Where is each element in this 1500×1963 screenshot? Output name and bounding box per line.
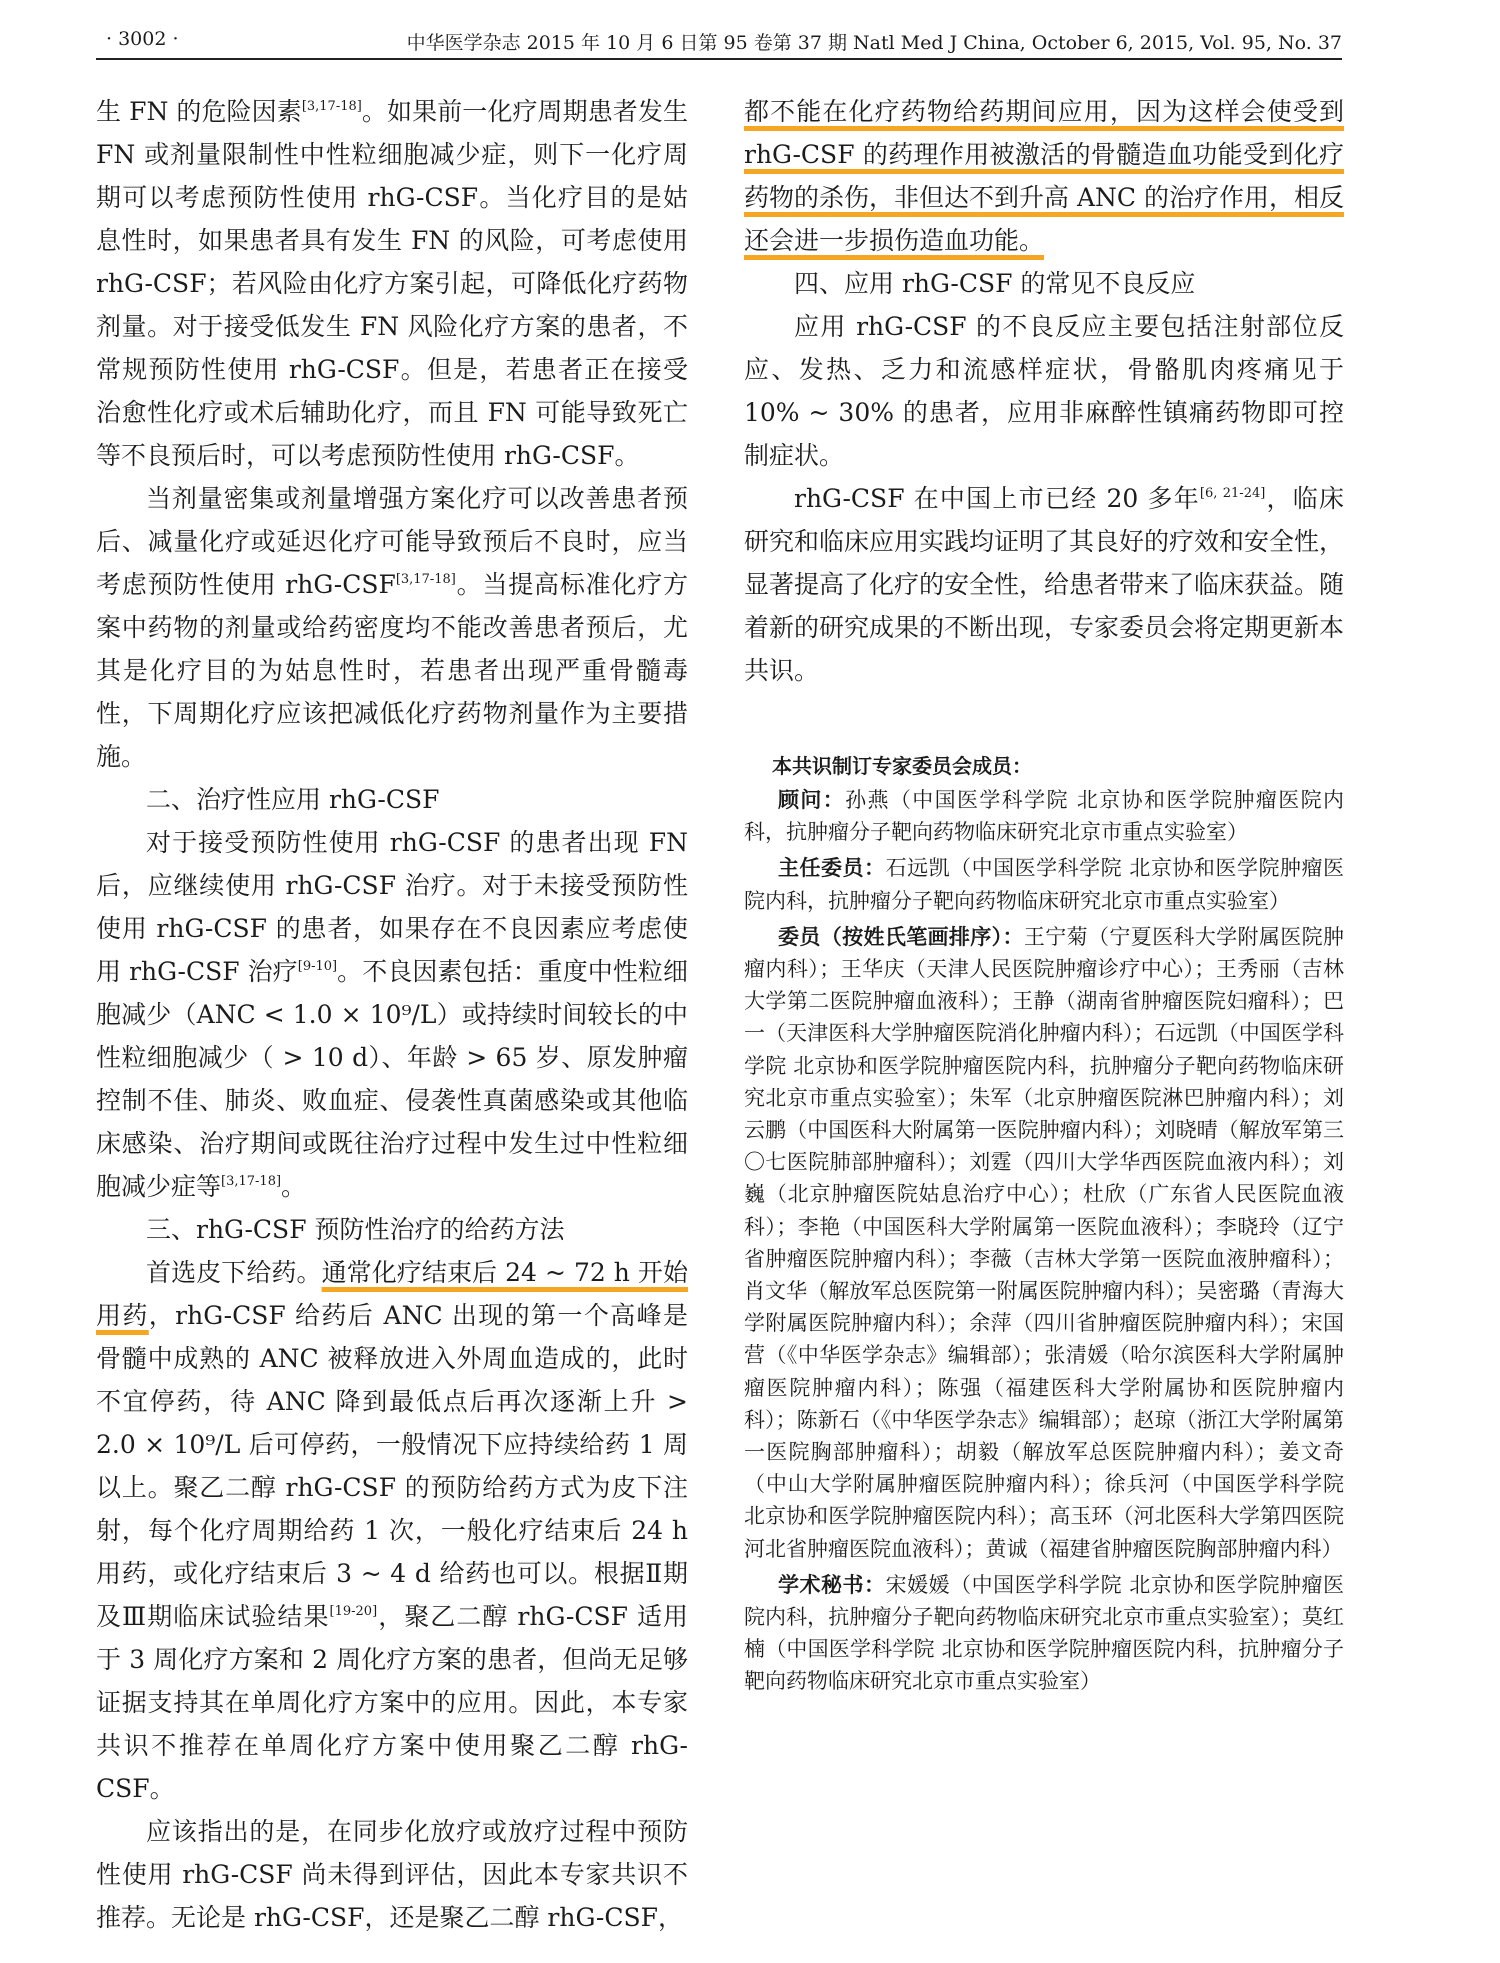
reference-mark: [3,17-18] xyxy=(221,1174,282,1189)
section-heading-administration: 三、rhG-CSF 预防性治疗的给药方法 xyxy=(146,1215,565,1244)
committee-chair: 主任委员：石远凯（中国医学科学院 北京协和医学院肿瘤医院内科，抗肿瘤分子靶向药物临床研究北京市重点实验室） xyxy=(744,856,1344,913)
paragraph-dose-dense: 当剂量密集或剂量增强方案化疗可以改善患者预后、减量化疗或延迟化疗可能导致预后不良时，应当考虑预防性使用 rhG-CSF[3,17-18]。当提高标准化疗方案中药物的剂量或给药密度均不能改善患者预后，尤其是化疗目的为姑息性时，若患者出现严重骨髓毒性，下周期化疗应该把减低化疗药物剂量作为主要措施。 xyxy=(96,484,688,771)
page-number: · 3002 · xyxy=(106,28,179,50)
section-heading-therapeutic-use: 二、治疗性应用 rhG-CSF xyxy=(146,785,440,814)
committee-members xyxy=(744,750,1344,1698)
reference-mark: [6, 21-24] xyxy=(1199,486,1266,501)
left-column xyxy=(96,90,688,1939)
paragraph-radiotherapy-note: 应该指出的是，在同步化放疗或放疗过程中预防性使用 rhG-CSF 尚未得到评估，因此本专家共识不推荐。无论是 rhG-CSF，还是聚乙二醇 rhG-CSF， xyxy=(96,1817,688,1932)
paragraph-risk-factors: 生 FN 的危险因素[3,17-18]。如果前一化疗周期患者发生 FN 或剂量限制性中性粒细胞减少症，则下一化疗周期可以考虑预防性使用 rhG-CSF。当化疗目的是姑息性时，如果患者具有发生 FN 的风险，可考虑使用 rhG-CSF；若风险由化疗方案引起，可降低化疗药物剂量。对于接受低发生 FN 风险化疗方案的患者，不常规预防性使用 rhG-CSF。但是，若患者正在接受治愈性化疗或术后辅助化疗，而且 FN 可能导致死亡等不良预后时，可以考虑预防性使用 rhG-CSF。 xyxy=(96,97,688,470)
right-column xyxy=(744,90,1344,1702)
highlighted-text-timing: 通常化疗结束后 24 ~ 72 h 开始用药 xyxy=(96,1258,688,1330)
journal-citation: 中华医学杂志 2015 年 10 月 6 日第 95 卷第 37 期 Natl Med J China, October 6, 2015, Vol. 95, No. 37 xyxy=(406,32,1342,54)
paragraph-administration: 首选皮下给药。通常化疗结束后 24 ~ 72 h 开始用药，rhG-CSF 给药后 ANC 出现的第一个高峰是骨髓中成熟的 ANC 被释放进入外周血造成的，此时不宜停药，待 ANC 降到最低点后再次逐渐上升 > 2.0 × 10⁹/L 后可停药，一般情况下应持续给药 1 周以上。聚乙二醇 rhG-CSF 的预防给药方式为皮下注射，每个化疗周期给药 1 次，一般化疗结束后 24 h 用药，或化疗结束后 3 ~ 4 d 给药也可以。根据Ⅱ期及Ⅲ期临床试验结果[19-20]，聚乙二醇 rhG-CSF 适用于 3 周化疗方案和 2 周化疗方案的患者，但尚无足够证据支持其在单周化疗方案中的应用。因此，本专家共识不推荐在单周化疗方案中使用聚乙二醇 rhG-CSF。 xyxy=(96,1258,688,1803)
section-heading-adverse-reactions: 四、应用 rhG-CSF 的常见不良反应 xyxy=(794,269,1196,298)
reference-mark: [19-20] xyxy=(329,1604,378,1619)
running-header xyxy=(96,24,1342,60)
highlighted-text-contraindication: 都不能在化疗药物给药期间应用，因为这样会使受到 rhG-CSF 的药理作用被激活的骨髓造血功能受到化疗药物的杀伤，非但达不到升高 ANC 的治疗作用，相反还会进一步损伤造血功能。 xyxy=(744,97,1344,255)
paragraph-adverse-reactions: 应用 rhG-CSF 的不良反应主要包括注射部位反应、发热、乏力和流感样症状，骨骼肌肉疼痛见于 10% ~ 30% 的患者，应用非麻醉性镇痛药物即可控制症状。 xyxy=(744,312,1344,470)
reference-mark: [3,17-18] xyxy=(395,572,456,587)
paragraph-therapeutic-use: 对于接受预防性使用 rhG-CSF 的患者出现 FN 后，应继续使用 rhG-CSF 治疗。对于未接受预防性使用 rhG-CSF 的患者，如果存在不良因素应考虑使用 rhG-CSF 治疗[9-10]。不良因素包括：重度中性粒细胞减少（ANC < 1.0 × 10⁹/L）或持续时间较长的中性粒细胞减少（ > 10 d）、年龄 > 65 岁、原发肿瘤控制不佳、肺炎、败血症、侵袭性真菌感染或其他临床感染、治疗期间或既往治疗过程中发生过中性粒细胞减少症等[3,17-18]。 xyxy=(96,828,688,1201)
reference-mark: [9-10] xyxy=(297,959,338,974)
paragraph-conclusion: rhG-CSF 在中国上市已经 20 多年[6, 21-24]，临床研究和临床应用实践均证明了其良好的疗效和安全性，显著提高了化疗的安全性，给患者带来了临床获益。随着新的研究成果的不断出现，专家委员会将定期更新本共识。 xyxy=(744,484,1345,685)
reference-mark: [3,17-18] xyxy=(301,99,362,114)
committee-members-list: 委员（按姓氏笔画排序）：王宁菊（宁夏医科大学附属医院肿瘤内科）；王华庆（天津人民医院肿瘤诊疗中心）；王秀丽（吉林大学第二医院肿瘤血液科）；王静（湖南省肿瘤医院妇瘤科）；巴一（天津医科大学肿瘤医院消化肿瘤内科）；石远凯（中国医学科学院 北京协和医学院肿瘤医院内科，抗肿瘤分子靶向药物临床研究北京市重点实验室）；朱军（北京肿瘤医院淋巴肿瘤内科）；刘云鹏（中国医科大附属第一医院肿瘤内科）；刘晓晴（解放军第三〇七医院肺部肿瘤科）；刘霆（四川大学华西医院血液内科）；刘巍（北京肿瘤医院姑息治疗中心）；杜欣（广东省人民医院血液科）；李艳（中国医科大学附属第一医院血液科）；李晓玲（辽宁省肿瘤医院肿瘤内科）；李薇（吉林大学第一医院血液肿瘤科）；肖文华（解放军总医院第一附属医院肿瘤内科）；吴密璐（青海大学附属医院肿瘤内科）；余萍（四川省肿瘤医院肿瘤内科）；宋国营（《中华医学杂志》编辑部）；张清媛（哈尔滨医科大学附属肿瘤医院肿瘤内科）；陈强（福建医科大学附属协和医院肿瘤内科）；陈新石（《中华医学杂志》编辑部）；赵琼（浙江大学附属第一医院胸部肿瘤科）；胡毅（解放军总医院肿瘤内科）；姜文奇（中山大学附属肿瘤医院肿瘤内科）；徐兵河（中国医学科学院 北京协和医学院肿瘤医院内科）；高玉环（河北医科大学第四医院河北省肿瘤医院血液科）；黄诚（福建省肿瘤医院胸部肿瘤内科） xyxy=(744,924,1345,1561)
paragraph-contraindication xyxy=(744,90,1344,262)
committee-advisor: 顾问：孙燕（中国医学科学院 北京协和医学院肿瘤医院内科，抗肿瘤分子靶向药物临床研究北京市重点实验室） xyxy=(744,788,1344,845)
committee-title: 本共识制订专家委员会成员： xyxy=(772,754,1032,778)
committee-secretary: 学术秘书：宋媛媛（中国医学科学院 北京协和医学院肿瘤医院内科，抗肿瘤分子靶向药物临床研究北京市重点实验室）；莫红楠（中国医学科学院 北京协和医学院肿瘤医院内科，抗肿瘤分子靶向药物临床研究北京市重点实验室） xyxy=(744,1572,1344,1694)
